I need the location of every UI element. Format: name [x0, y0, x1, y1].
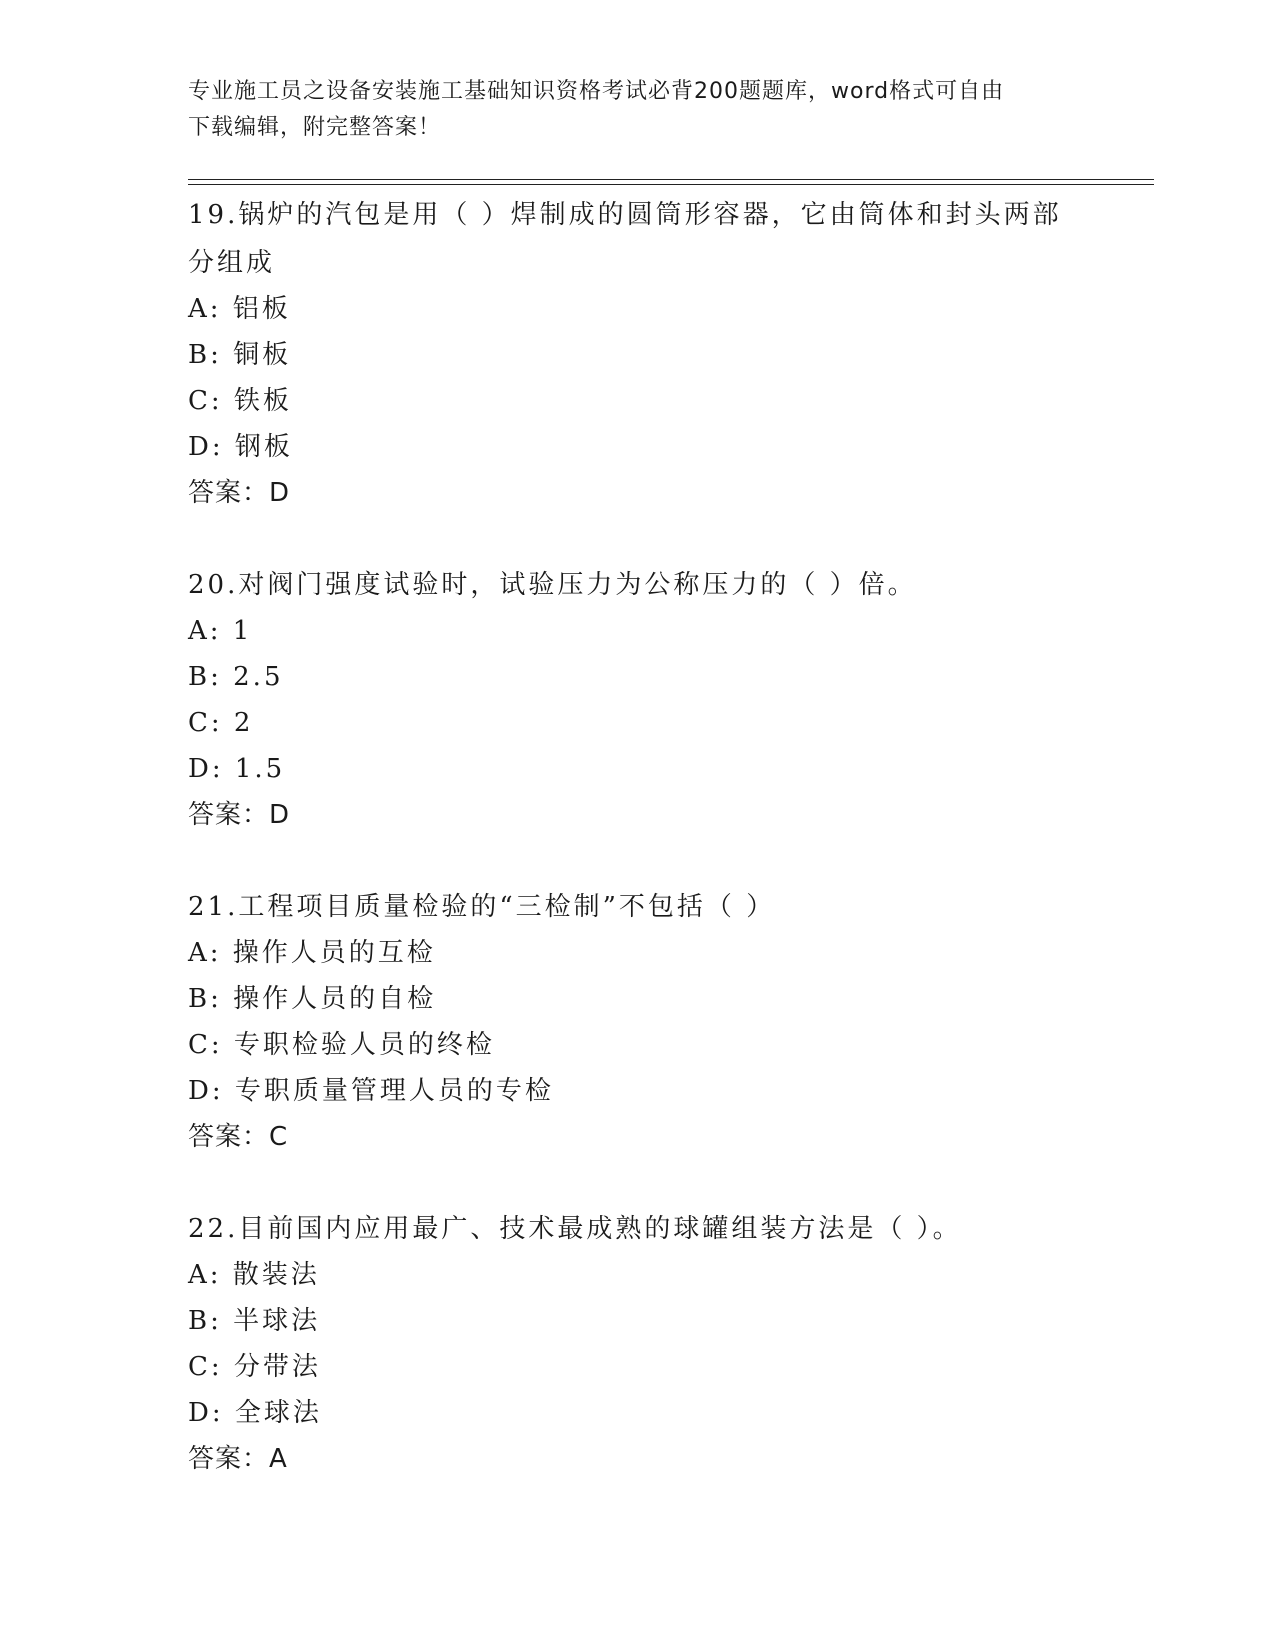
question-21	[188, 882, 1088, 1160]
option-b: B: 半球法	[188, 1306, 321, 1336]
question-text: 22.目前国内应用最广、技术最成熟的球罐组装方法是（ ）。	[188, 1214, 962, 1244]
question-text: 20.对阀门强度试验时，试验压力为公称压力的（ ）倍。	[188, 570, 917, 600]
header-divider-top	[188, 179, 1154, 180]
document-header	[188, 74, 1088, 146]
option-c: C: 2	[188, 708, 254, 738]
answer: 答案：A	[188, 1444, 288, 1474]
question-list	[188, 190, 1088, 1482]
option-c: C: 专职检验人员的终检	[188, 1030, 495, 1060]
option-b: B: 2.5	[188, 662, 284, 692]
question-text: 19.锅炉的汽包是用（ ）焊制成的圆筒形容器，它由筒体和封头两部	[188, 200, 1062, 230]
question-22	[188, 1204, 1088, 1482]
option-a: A: 铝板	[188, 294, 291, 324]
option-b: B: 操作人员的自检	[188, 984, 437, 1014]
option-c: C: 分带法	[188, 1352, 321, 1382]
option-d: D: 钢板	[188, 432, 293, 462]
question-text-continued: 分组成	[188, 248, 276, 278]
option-b: B: 铜板	[188, 340, 292, 370]
answer: 答案：C	[188, 1122, 289, 1152]
header-line-1: 专业施工员之设备安装施工基础知识资格考试必背200题题库，word格式可自由	[188, 79, 1005, 104]
option-d: D: 全球法	[188, 1398, 322, 1428]
option-a: A: 散装法	[188, 1260, 320, 1290]
option-a: A: 操作人员的互检	[188, 938, 436, 968]
option-d: D: 1.5	[188, 754, 286, 784]
question-20	[188, 560, 1088, 838]
header-divider-bottom	[188, 184, 1154, 185]
option-a: A: 1	[188, 616, 253, 646]
question-text: 21.工程项目质量检验的“三检制”不包括（ ）	[188, 892, 776, 922]
header-line-2: 下载编辑，附完整答案！	[188, 115, 442, 140]
answer: 答案：D	[188, 800, 291, 830]
question-19	[188, 190, 1088, 516]
option-d: D: 专职质量管理人员的专检	[188, 1076, 554, 1106]
option-c: C: 铁板	[188, 386, 292, 416]
answer: 答案：D	[188, 478, 291, 508]
